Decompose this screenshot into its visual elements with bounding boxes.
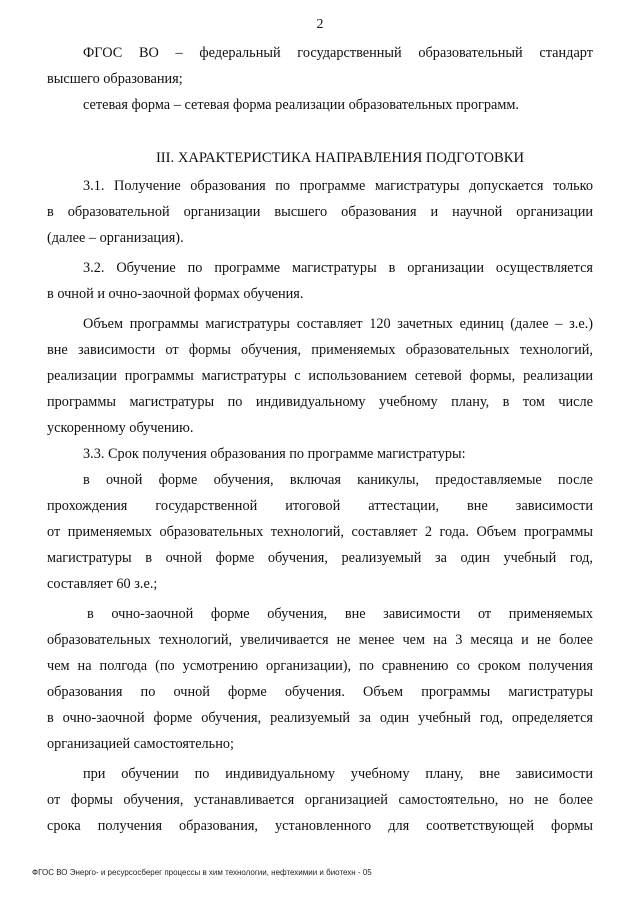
paragraph-line: 3.2. Обучение по программе магистратуры в организации осуществляется [83, 260, 593, 276]
paragraph-line: в очно-заочной форме обучения, реализуемый за один учебный год, определяется [47, 710, 593, 726]
paragraph-line: Объем программы магистратуры составляет 120 зачетных единиц (далее – з.е.) [83, 316, 593, 332]
paragraph-line: (далее – организация). [47, 230, 184, 246]
page-number: 2 [316, 17, 324, 32]
paragraph-line: 3.1. Получение образования по программе магистратуры допускается только [83, 178, 593, 194]
paragraph-line: срока получения образования, установленного для соответствующей формы [47, 818, 593, 834]
paragraph-line: в образовательной организации высшего образования и научной организации [47, 204, 593, 220]
paragraph-line: программы магистратуры по индивидуальному учебному плану, в том числе [47, 394, 593, 410]
paragraph-line: от формы обучения, устанавливается организацией самостоятельно, но не более [47, 792, 593, 808]
paragraph-line: в очной форме обучения, включая каникулы, предоставляемые после [83, 472, 593, 488]
paragraph-line: ускоренному обучению. [47, 420, 194, 436]
paragraph-line: организацией самостоятельно; [47, 736, 234, 752]
paragraph-line: сетевая форма – сетевая форма реализации образовательных программ. [83, 97, 519, 113]
paragraph-line: реализации программы магистратуры с использованием сетевой формы, реализации [47, 368, 593, 384]
paragraph-line: в очно-заочной форме обучения, вне зависимости от применяемых [87, 606, 593, 622]
paragraph-line: при обучении по индивидуальному учебному плану, вне зависимости [83, 766, 593, 782]
paragraph-line: составляет 60 з.е.; [47, 576, 158, 592]
paragraph-line: ФГОС ВО – федеральный государственный образовательный стандарт [83, 45, 593, 61]
paragraph-line: образования по очной форме обучения. Объем программы магистратуры [47, 684, 593, 700]
paragraph-line: 3.3. Срок получения образования по программе магистратуры: [83, 446, 466, 462]
paragraph-line: чем на полгода (по усмотрению организации), по сравнению со сроком получения [47, 658, 593, 674]
paragraph-line: магистратуры в очной форме обучения, реализуемый за один учебный год, [47, 550, 593, 566]
section-heading: III. ХАРАКТЕРИСТИКА НАПРАВЛЕНИЯ ПОДГОТОВКИ [155, 150, 525, 166]
document-body [47, 40, 593, 839]
paragraph-line: образовательных технологий, увеличивается не менее чем на 3 месяца и не более [47, 632, 593, 648]
paragraph-line: прохождения государственной итоговой аттестации, вне зависимости [47, 498, 593, 514]
paragraph-line: высшего образования; [47, 71, 183, 87]
document-footer: ФГОС ВО Энерго- и ресурсосберег процессы в хим технологии, нефтехимии и биотехн - 05 [32, 868, 372, 877]
paragraph-line: вне зависимости от формы обучения, применяемых образовательных технологий, [47, 342, 593, 358]
paragraph-line: от применяемых образовательных технологий, составляет 2 года. Объем программы [47, 524, 593, 540]
paragraph-line: в очной и очно-заочной формах обучения. [47, 286, 304, 302]
